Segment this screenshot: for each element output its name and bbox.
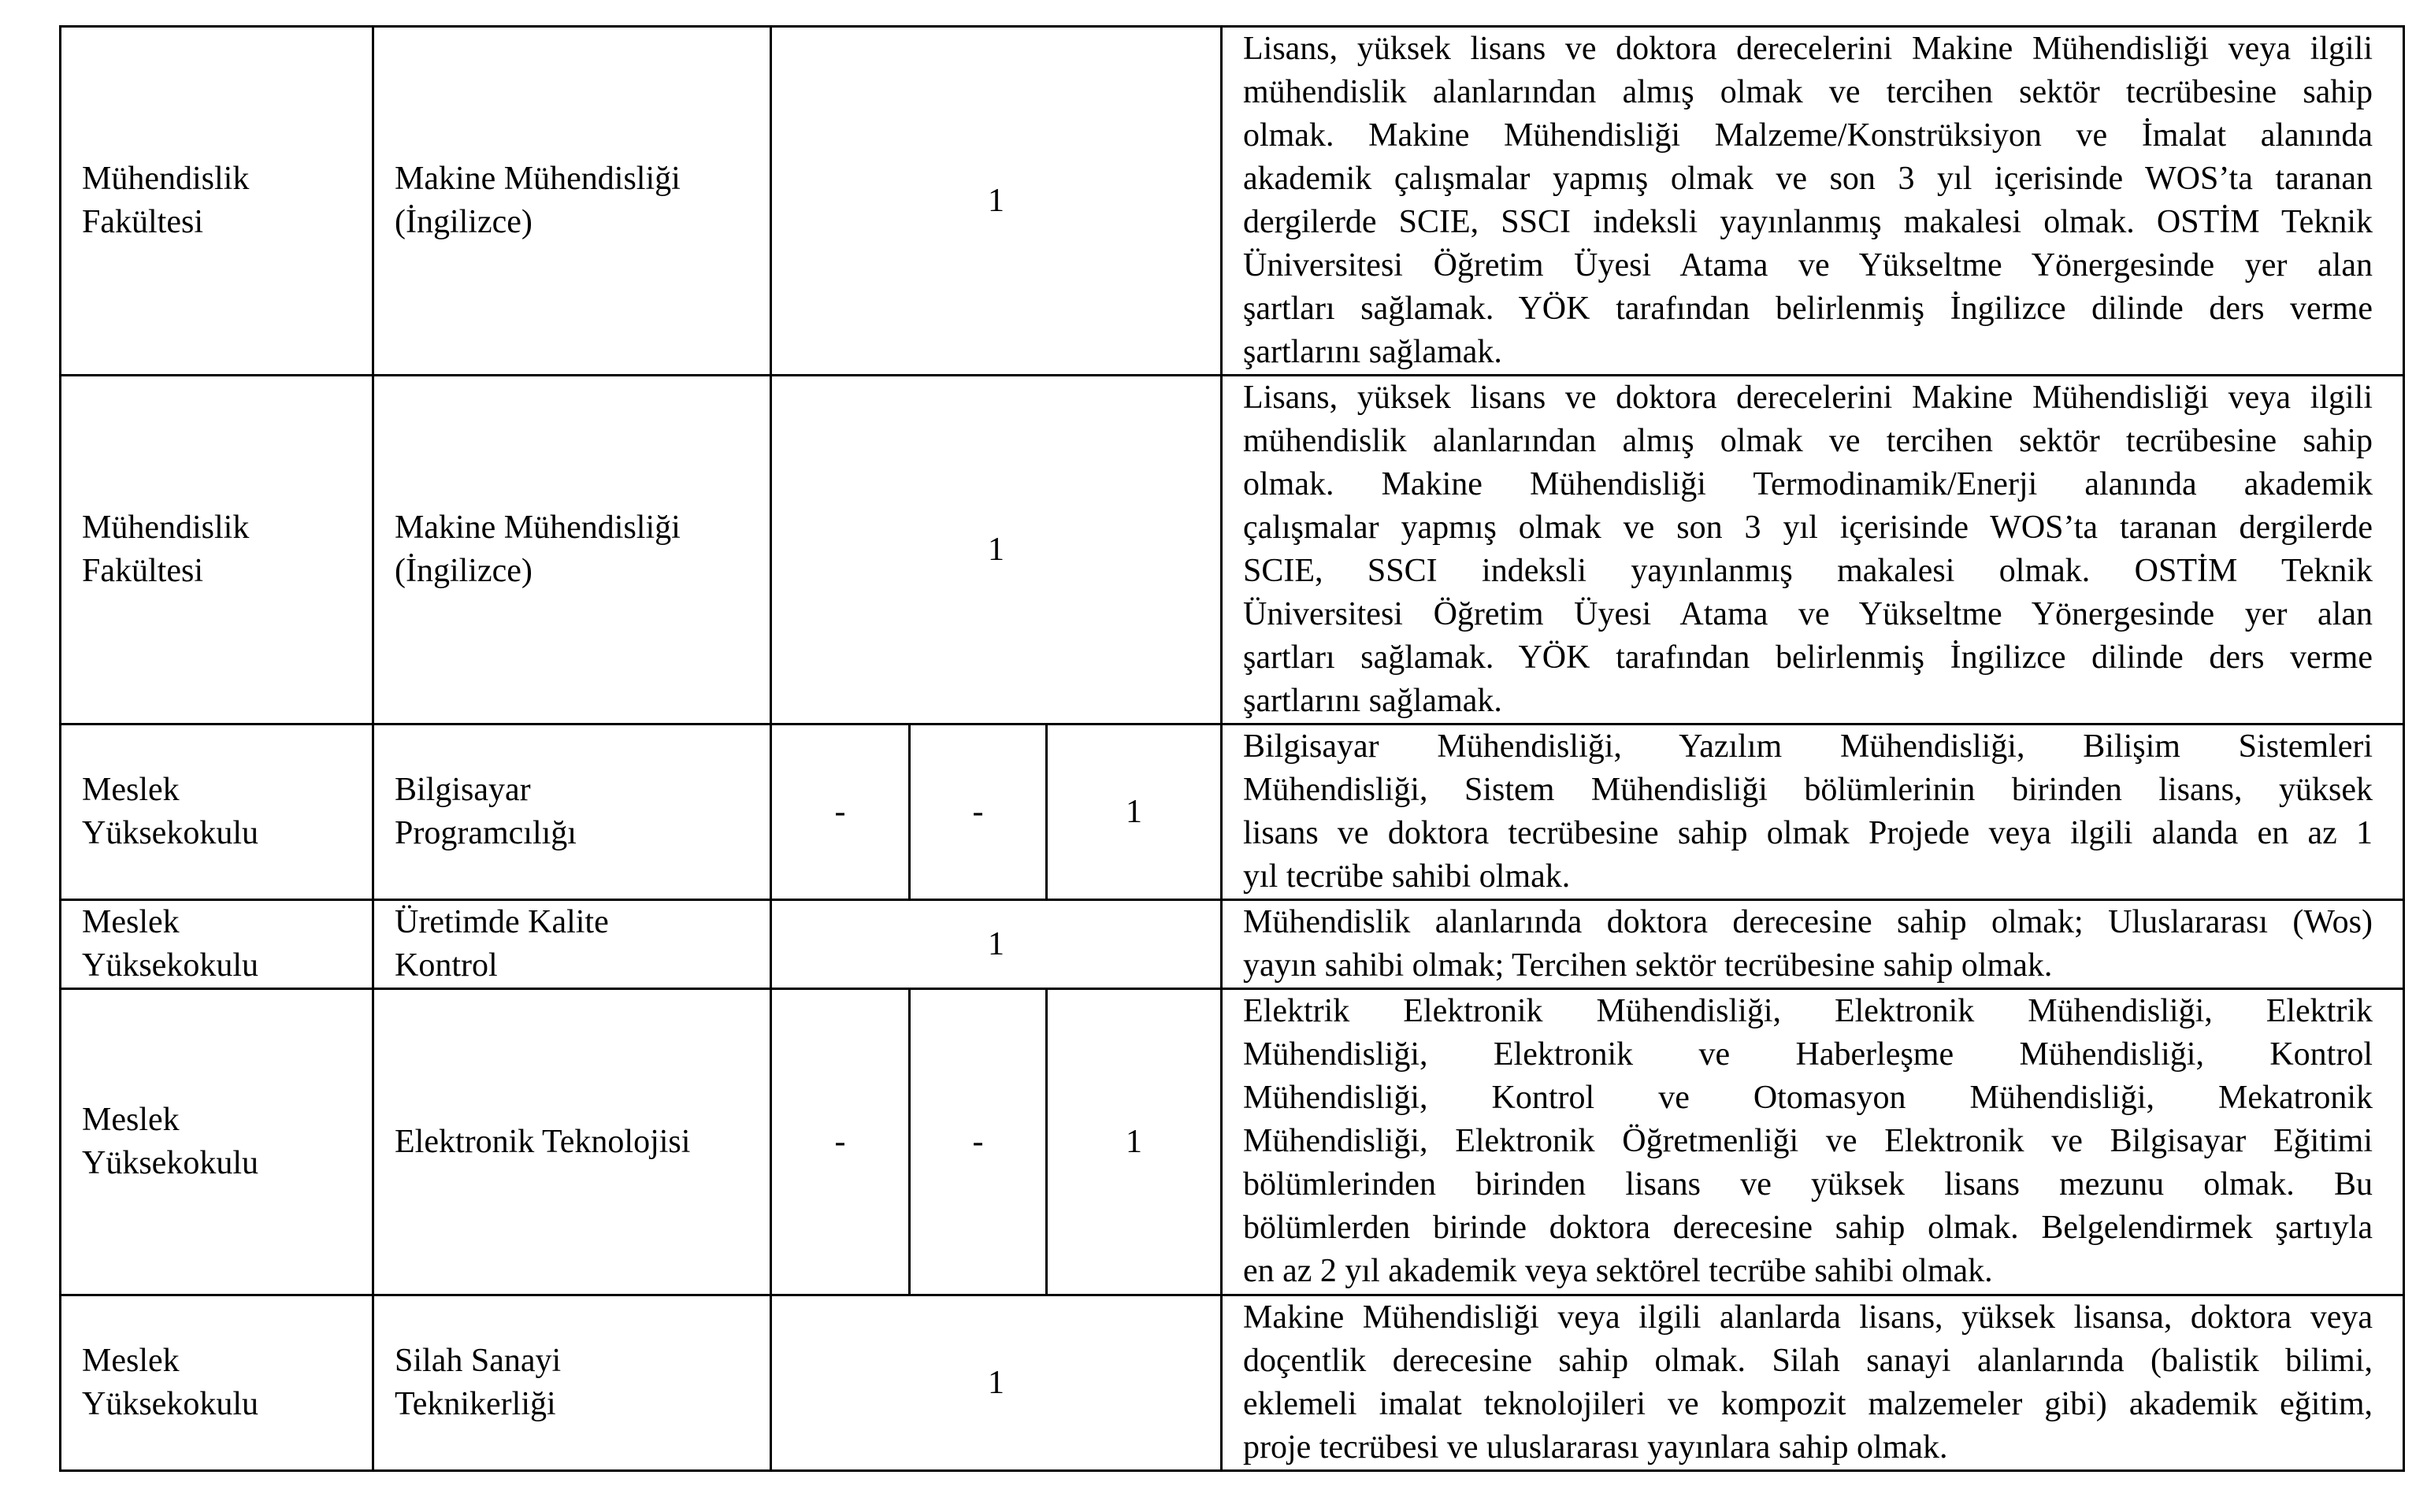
faculty-line: Yüksekokulu [82, 1145, 258, 1181]
faculty-line: Meslek [82, 1343, 180, 1379]
faculty-line: Yüksekokulu [82, 815, 258, 851]
requirement-line: dergilerde SCIE, SSCI indeksli yayınlanmış makalesi olmak. OSTİM Teknik [1243, 204, 2373, 240]
requirement-line: Mühendisliği, Elektronik ve Haberleşme Mühendisliği, Kontrol [1243, 1036, 2373, 1073]
program-cell [373, 1295, 771, 1471]
faculty-cell [61, 27, 373, 376]
count-cell: - [910, 724, 1047, 900]
program-line: Bilgisayar [395, 772, 531, 808]
requirements-cell [1222, 724, 2404, 900]
requirement-line: Elektrik Elektronik Mühendisliği, Elektronik Mühendisliği, Elektrik [1243, 993, 2373, 1029]
program-cell [373, 900, 771, 989]
faculty-line: Meslek [82, 1102, 180, 1138]
requirements-cell [1222, 1295, 2404, 1471]
count-cell: - [771, 989, 910, 1295]
table-row [61, 900, 2404, 989]
faculty-cell [61, 376, 373, 724]
program-cell [373, 376, 771, 724]
requirement-line: Lisans, yüksek lisans ve doktora derecelerini Makine Mühendisliği veya ilgili [1243, 31, 2373, 67]
faculty-line: Meslek [82, 772, 180, 808]
requirement-line: olmak. Makine Mühendisliği Malzeme/Konstrüksiyon ve İmalat alanında [1243, 117, 2373, 154]
requirements-cell [1222, 900, 2404, 989]
faculty-line: Meslek [82, 904, 180, 940]
count-cell: - [771, 724, 910, 900]
faculty-cell [61, 900, 373, 989]
requirement-line: Mühendisliği, Sistem Mühendisliği bölümlerinin birinden lisans, yüksek [1243, 772, 2373, 808]
table-row [61, 989, 2404, 1295]
program-line: Makine Mühendisliği [395, 510, 681, 546]
count-cell: 1 [771, 376, 1222, 724]
program-line: Teknikerliği [395, 1386, 556, 1422]
requirement-line: şartları sağlamak. YÖK tarafından belirlenmiş İngilizce dilinde ders verme [1243, 291, 2373, 327]
requirement-line: Mühendisliği, Elektronik Öğretmenliği ve Elektronik ve Bilgisayar Eğitimi [1243, 1123, 2373, 1159]
program-line: Üretimde Kalite [395, 904, 609, 940]
faculty-line: Fakültesi [82, 204, 203, 240]
requirements-cell [1222, 376, 2404, 724]
requirement-line: proje tecrübesi ve uluslararası yayınlara sahip olmak. [1243, 1429, 1948, 1466]
requirement-line: bölümlerinden birinden lisans ve yüksek lisans mezunu olmak. Bu [1243, 1166, 2373, 1203]
count-cell: 1 [771, 1295, 1222, 1471]
requirement-line: çalışmalar yapmış olmak ve son 3 yıl içerisinde WOS’ta taranan dergilerde [1243, 510, 2373, 546]
count-cell: 1 [771, 27, 1222, 376]
faculty-cell [61, 724, 373, 900]
requirements-cell [1222, 27, 2404, 376]
count-cell: 1 [771, 900, 1222, 989]
count-cell: - [910, 989, 1047, 1295]
program-cell [373, 989, 771, 1295]
faculty-line: Fakültesi [82, 553, 203, 589]
requirement-line: Üniversitesi Öğretim Üyesi Atama ve Yükseltme Yönergesinde yer alan [1243, 247, 2373, 284]
requirement-line: bölümlerden birinde doktora derecesine sahip olmak. Belgelendirmek şartıyla [1243, 1210, 2373, 1246]
requirement-line: Makine Mühendisliği veya ilgili alanlarda lisans, yüksek lisansa, doktora veya [1243, 1299, 2373, 1336]
requirement-line: akademik çalışmalar yapmış olmak ve son 3 yıl içerisinde WOS’ta taranan [1243, 161, 2373, 197]
positions-table [59, 25, 2405, 1472]
requirement-line: yayın sahibi olmak; Tercihen sektör tecrübesine sahip olmak. [1243, 947, 2053, 984]
requirement-line: şartlarını sağlamak. [1243, 683, 1502, 719]
program-line: Kontrol [395, 947, 498, 984]
requirement-line: lisans ve doktora tecrübesine sahip olmak Projede veya ilgili alanda en az 1 [1243, 815, 2373, 851]
count-cell: 1 [1047, 724, 1222, 900]
requirement-line: Mühendisliği, Kontrol ve Otomasyon Mühendisliği, Mekatronik [1243, 1080, 2373, 1116]
count-cell: 1 [1047, 989, 1222, 1295]
requirement-line: en az 2 yıl akademik veya sektörel tecrübe sahibi olmak. [1243, 1253, 1993, 1289]
requirement-line: Bilgisayar Mühendisliği, Yazılım Mühendisliği, Bilişim Sistemleri [1243, 728, 2373, 765]
program-cell [373, 27, 771, 376]
requirement-line: SCIE, SSCI indeksli yayınlanmış makalesi olmak. OSTİM Teknik [1243, 553, 2373, 589]
program-line: Programcılığı [395, 815, 577, 851]
requirements-cell [1222, 989, 2404, 1295]
program-line: Makine Mühendisliği [395, 161, 681, 197]
faculty-cell [61, 1295, 373, 1471]
program-line: Silah Sanayi [395, 1343, 562, 1379]
requirement-line: Mühendislik alanlarında doktora derecesine sahip olmak; Uluslararası (Wos) [1243, 904, 2373, 940]
program-line: Elektronik Teknolojisi [395, 1123, 691, 1160]
faculty-line: Yüksekokulu [82, 1386, 258, 1422]
program-line: (İngilizce) [395, 553, 533, 589]
table-row [61, 1295, 2404, 1471]
faculty-line: Mühendislik [82, 161, 250, 197]
requirement-line: eklemeli imalat teknolojileri ve kompozit malzemeler gibi) akademik eğitim, [1243, 1386, 2373, 1422]
requirement-line: olmak. Makine Mühendisliği Termodinamik/Enerji alanında akademik [1243, 466, 2373, 502]
requirement-line: doçentlik derecesine sahip olmak. Silah sanayi alanlarında (balistik bilimi, [1243, 1343, 2373, 1379]
requirement-line: mühendislik alanlarından almış olmak ve tercihen sektör tecrübesine sahip [1243, 74, 2373, 110]
requirement-line: Üniversitesi Öğretim Üyesi Atama ve Yükseltme Yönergesinde yer alan [1243, 596, 2373, 632]
requirement-line: yıl tecrübe sahibi olmak. [1243, 858, 1571, 895]
program-cell [373, 724, 771, 900]
program-line: (İngilizce) [395, 204, 533, 240]
table-row [61, 724, 2404, 900]
faculty-cell [61, 989, 373, 1295]
faculty-line: Yüksekokulu [82, 947, 258, 984]
requirement-line: mühendislik alanlarından almış olmak ve tercihen sektör tecrübesine sahip [1243, 423, 2373, 459]
table-row [61, 376, 2404, 724]
faculty-line: Mühendislik [82, 510, 250, 546]
table-row [61, 27, 2404, 376]
requirement-line: şartları sağlamak. YÖK tarafından belirlenmiş İngilizce dilinde ders verme [1243, 639, 2373, 676]
requirement-line: şartlarını sağlamak. [1243, 334, 1502, 370]
requirement-line: Lisans, yüksek lisans ve doktora derecelerini Makine Mühendisliği veya ilgili [1243, 380, 2373, 416]
